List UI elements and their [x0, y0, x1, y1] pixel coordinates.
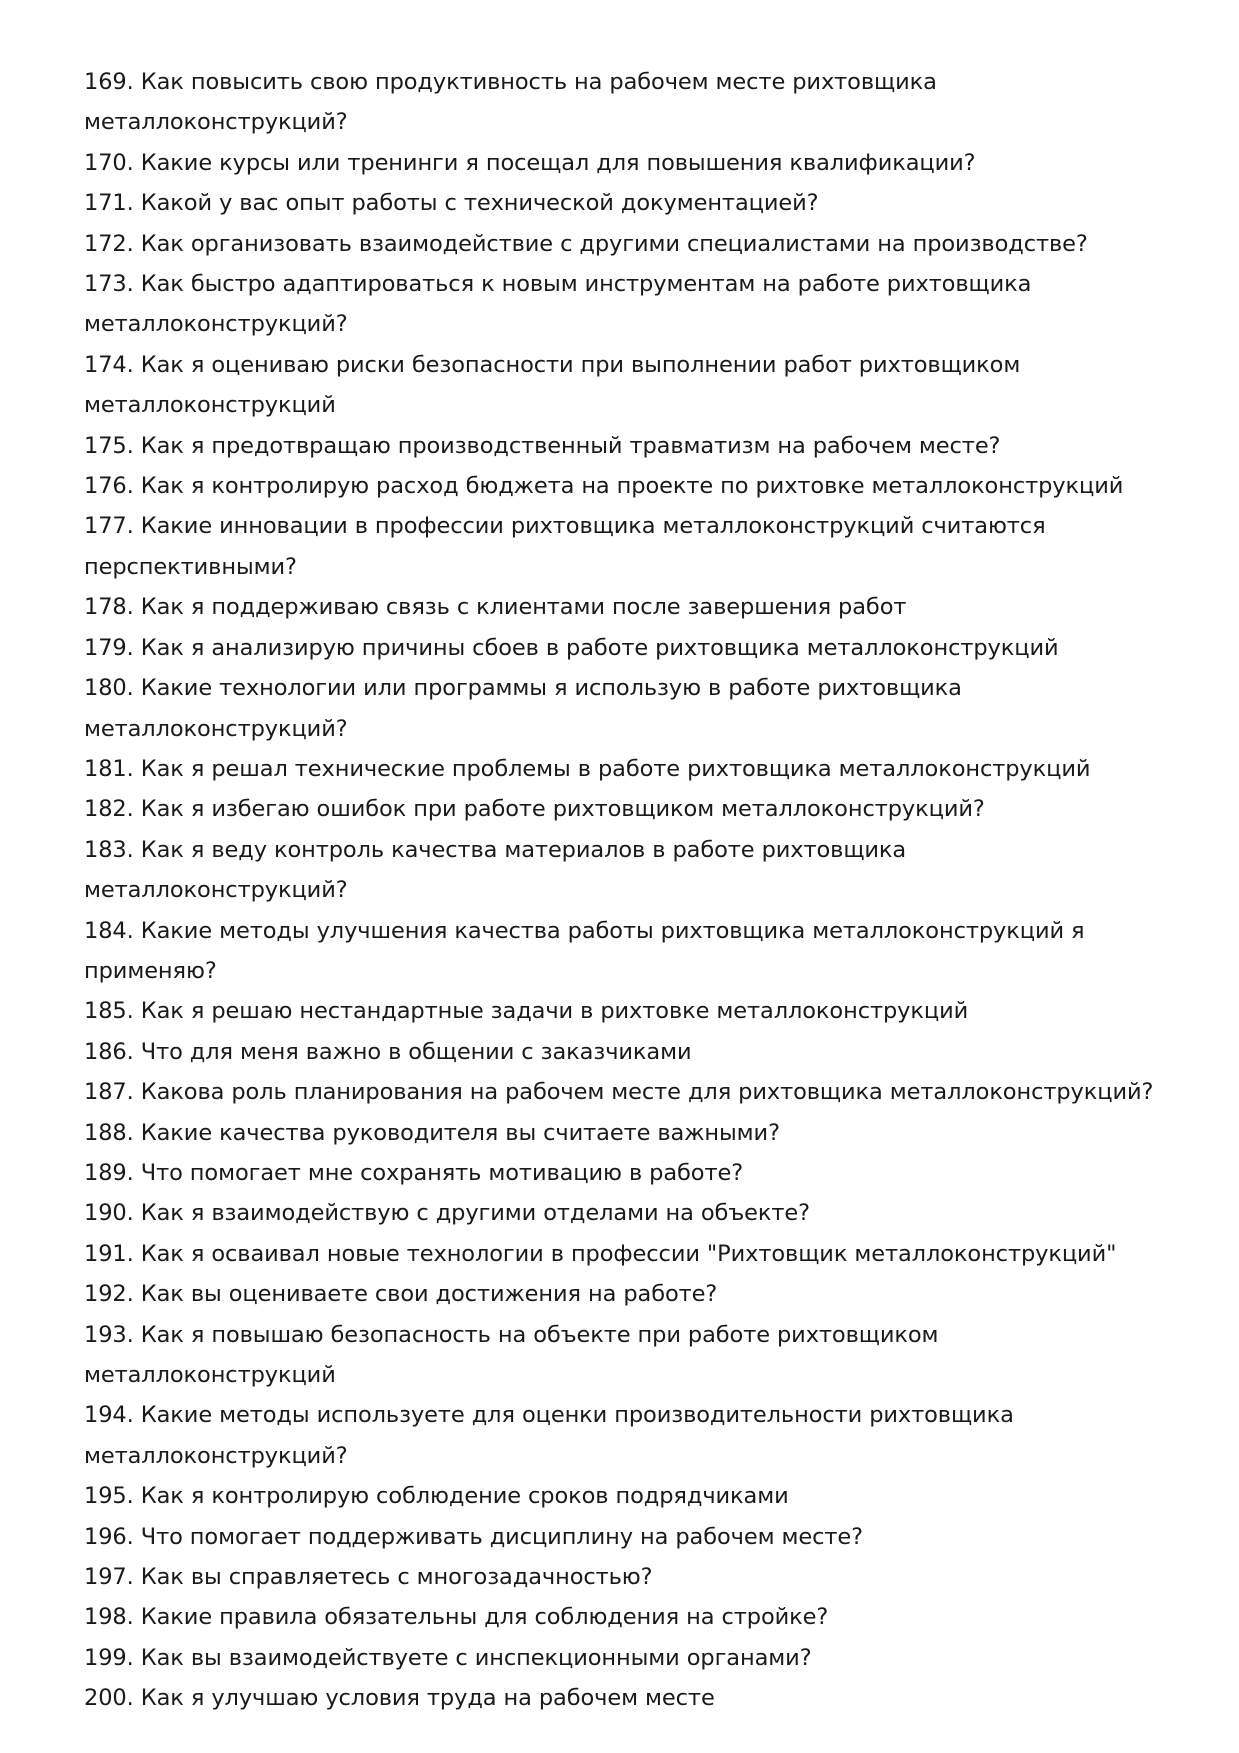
question-item: 174. Как я оцениваю риски безопасности при выполнении работ рихтовщиком металлоконструкций — [84, 351, 1021, 419]
question-item: 193. Как я повышаю безопасность на объекте при работе рихтовщиком металлоконструкций — [84, 1321, 939, 1388]
question-item: 186. Что для меня важно в общении с заказчиками — [84, 1038, 692, 1065]
question-item: 178. Как я поддерживаю связь с клиентами после завершения работ — [84, 594, 907, 621]
question-item: 196. Что помогает поддерживать дисциплину на рабочем месте? — [84, 1523, 863, 1550]
question-item: 169. Как повысить свою продуктивность на рабочем месте рихтовщика металлоконструкций? — [84, 69, 937, 136]
question-item: 182. Как я избегаю ошибок при работе рихтовщиком металлоконструкций? — [84, 796, 985, 823]
question-item: 191. Как я осваивал новые технологии в профессии "Рихтовщик металлоконструкций" — [84, 1240, 1117, 1267]
question-item: 187. Какова роль планирования на рабочем месте для рихтовщика металлоконструкций? — [84, 1079, 1154, 1106]
question-item: 179. Как я анализирую причины сбоев в работе рихтовщика металлоконструкций — [84, 634, 1059, 661]
question-item: 181. Как я решал технические проблемы в работе рихтовщика металлоконструкций — [84, 755, 1091, 782]
question-item: 195. Как я контролирую соблюдение сроков подрядчиками — [84, 1483, 789, 1510]
question-item: 184. Какие методы улучшения качества работы рихтовщика металлоконструкций я применяю? — [84, 917, 1085, 984]
question-item: 194. Какие методы используете для оценки производительности рихтовщика металлоконструкций? — [84, 1402, 1014, 1469]
question-item: 198. Какие правила обязательны для соблюдения на стройке? — [84, 1604, 829, 1631]
question-item: 171. Какой у вас опыт работы с технической документацией? — [84, 190, 819, 217]
question-item: 199. Как вы взаимодействуете с инспекционными органами? — [84, 1644, 812, 1671]
question-list — [84, 62, 1164, 1719]
question-item: 175. Как я предотвращаю производственный травматизм на рабочем месте? — [84, 432, 1001, 459]
question-item: 172. Как организовать взаимодействие с другими специалистами на производстве? — [84, 230, 1088, 257]
question-item: 183. Как я веду контроль качества материалов в работе рихтовщика металлоконструкций? — [84, 836, 907, 904]
question-item: 188. Какие качества руководителя вы считаете важными? — [84, 1119, 780, 1146]
question-item: 170. Какие курсы или тренинги я посещал для повышения квалификации? — [84, 149, 976, 176]
question-item: 197. Как вы справляетесь с многозадачностью? — [84, 1564, 653, 1591]
question-item: 185. Как я решаю нестандартные задачи в рихтовке металлоконструкций — [84, 998, 969, 1025]
question-item: 189. Что помогает мне сохранять мотивацию в работе? — [84, 1159, 744, 1186]
question-item: 173. Как быстро адаптироваться к новым инструментам на работе рихтовщика металлоконструкций? — [84, 271, 1032, 338]
question-item: 200. Как я улучшаю условия труда на рабочем месте — [84, 1685, 715, 1712]
question-item: 180. Какие технологии или программы я использую в работе рихтовщика металлоконструкций? — [84, 675, 962, 742]
question-item: 177. Какие инновации в профессии рихтовщика металлоконструкций считаются перспективными? — [84, 513, 1046, 580]
question-item: 176. Как я контролирую расход бюджета на проекте по рихтовке металлоконструкций — [84, 473, 1124, 500]
question-item: 192. Как вы оцениваете свои достижения на работе? — [84, 1281, 718, 1308]
question-item: 190. Как я взаимодействую с другими отделами на объекте? — [84, 1200, 810, 1227]
